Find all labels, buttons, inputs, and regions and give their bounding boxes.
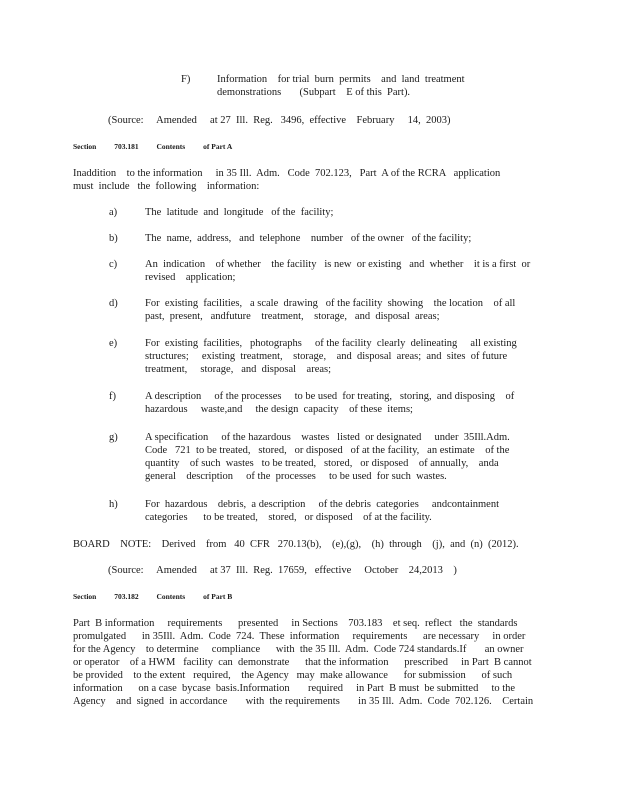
item-e-line-2: structures; existing treatment, storage, and disposal areas; and sites of future — [145, 351, 508, 362]
section-word: Section — [73, 142, 97, 151]
para1-line-1: Inaddition to the information in 35 Ill. Adm. Code 702.123, Part A of the RCRA application — [73, 168, 501, 179]
item-c-line-1: An indication of whether the facility is new or existing and whether it is a first or — [145, 259, 531, 270]
item-label-h: h) — [109, 499, 118, 510]
section-number: 703.181 — [114, 142, 139, 151]
board-note: BOARD NOTE: Derived from 40 CFR 270.13(b), (e),(g), (h) through (j), and (n) (2012). — [73, 539, 519, 550]
item-h-line-2: categories to be treated, stored, or disposed of at the facility. — [145, 512, 432, 523]
intro-line-2: demonstrations (Subpart E of this Part). — [217, 87, 411, 98]
section-title: Contents — [156, 592, 186, 601]
item-g-line-2: Code 721 to be treated, stored, or disposed of at the facility, an estimate of the — [145, 445, 510, 456]
section-number: 703.182 — [114, 592, 139, 601]
source-note-2: (Source: Amended at 37 Ill. Reg. 17659, effective October 24,2013 ) — [108, 565, 457, 576]
para2-line-3: for the Agency to determine compliance with the 35 Ill. Adm. Code 724 standards.If an owner — [73, 644, 524, 655]
item-label-b: b) — [109, 233, 118, 244]
para2-line-6: information on a case bycase basis.Information required in Part B must be submitted to the — [73, 683, 516, 694]
item-b-line-1: The name, address, and telephone number of the owner of the facility; — [145, 233, 472, 244]
para2-line-4: or operator of a HWM facility can demonstrate that the information prescribed in Part B cannot — [73, 657, 532, 668]
item-label-d: d) — [109, 298, 118, 309]
source-note-1: (Source: Amended at 27 Ill. Reg. 3496, effective February 14, 2003) — [108, 115, 451, 126]
item-d-line-2: past, present, andfuture treatment, storage, and disposal areas; — [145, 311, 440, 322]
item-label-f: f) — [109, 391, 116, 402]
section-heading-703-182 — [73, 592, 248, 602]
para1-line-2: must include the following information: — [73, 181, 260, 192]
para2-line-5: be provided to the extent required, the Agency may make allowance for submission of such — [73, 670, 513, 681]
para2-line-7: Agency and signed in accordance with the requirements in 35 Ill. Adm. Code 702.126. Certain — [73, 696, 534, 707]
item-g-line-3: quantity of such wastes to be treated, stored, or disposed of annually, anda — [145, 458, 499, 469]
section-part: of Part B — [203, 592, 233, 601]
section-part: of Part A — [203, 142, 233, 151]
item-g-line-1: A specification of the hazardous wastes listed or designated under 35Ill.Adm. — [145, 432, 510, 443]
item-f-line-2: hazardous waste,and the design capacity of these items; — [145, 404, 413, 415]
item-label-e: e) — [109, 338, 118, 349]
item-label-g: g) — [109, 432, 118, 443]
item-label-f-intro: F) — [181, 74, 191, 85]
item-h-line-1: For hazardous debris, a description of the debris categories andcontainment — [145, 499, 499, 510]
item-d-line-1: For existing facilities, a scale drawing of the facility showing the location of all — [145, 298, 516, 309]
section-heading-703-181 — [73, 142, 248, 152]
item-f-line-1: A description of the processes to be used for treating, storing, and disposing of — [145, 391, 515, 402]
item-e-line-3: treatment, storage, and disposal areas; — [145, 364, 332, 375]
intro-line-1: Information for trial burn permits and land treatment — [217, 74, 465, 85]
section-word: Section — [73, 592, 97, 601]
item-label-c: c) — [109, 259, 118, 270]
section-title: Contents — [156, 142, 186, 151]
para2-line-1: Part B information requirements presented in Sections 703.183 et seq. reflect the standards — [73, 618, 518, 629]
item-e-line-1: For existing facilities, photographs of the facility clearly delineating all existing — [145, 338, 517, 349]
item-label-a: a) — [109, 207, 118, 218]
item-c-line-2: revised application; — [145, 272, 236, 283]
item-g-line-4: general description of the processes to be used for such wastes. — [145, 471, 447, 482]
item-a-line-1: The latitude and longitude of the facility; — [145, 207, 334, 218]
para2-line-2: promulgated in 35Ill. Adm. Code 724. These information requirements are necessary in order — [73, 631, 526, 642]
